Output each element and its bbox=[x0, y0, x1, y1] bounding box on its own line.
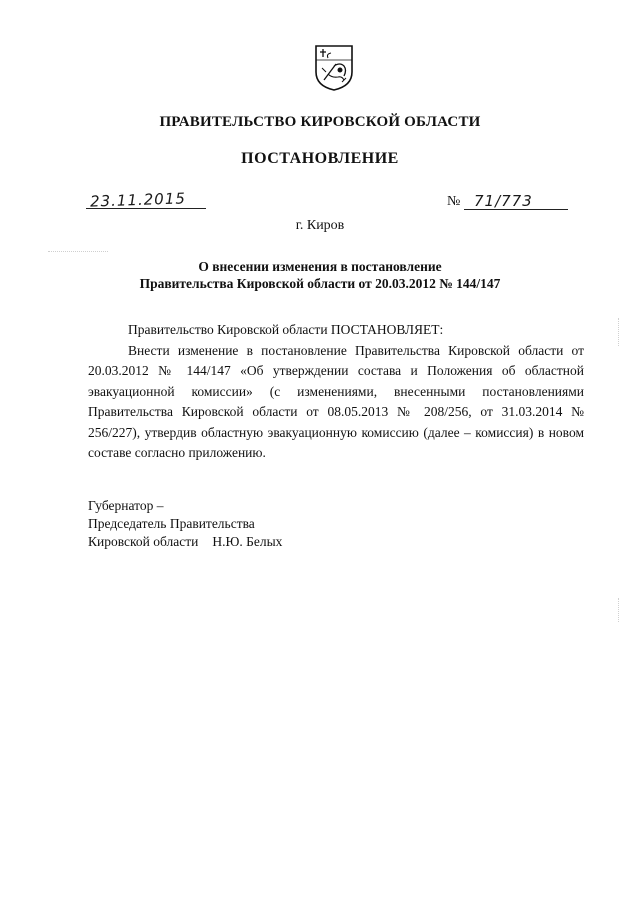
subject-line-2: Правительства Кировской области от 20.03.2012 № 144/147 bbox=[139, 276, 501, 291]
document-body bbox=[88, 320, 584, 464]
city-label: г. Киров bbox=[295, 218, 345, 233]
subject-line-1: О внесении изменения в постановление bbox=[198, 259, 442, 274]
document-number: 71/773 bbox=[474, 192, 533, 210]
signatory-name: Н.Ю. Белых bbox=[212, 534, 283, 549]
kirov-coat-of-arms-icon bbox=[314, 44, 354, 92]
signature-region: Кировской области bbox=[88, 534, 199, 549]
signature-block bbox=[88, 497, 282, 551]
government-title: ПРАВИТЕЛЬСТВО КИРОВСКОЙ ОБЛАСТИ bbox=[159, 114, 481, 130]
document-date: 23.11.2015 bbox=[89, 189, 187, 211]
signature-line-2: Председатель Правительства bbox=[88, 516, 255, 531]
body-paragraph-1: Правительство Кировской области ПОСТАНОВЛЯЕТ: bbox=[128, 322, 444, 337]
signature-line-3 bbox=[88, 533, 282, 551]
date-underline bbox=[86, 208, 206, 209]
scan-artifact bbox=[48, 250, 108, 252]
scan-edge-mark bbox=[618, 598, 620, 622]
body-paragraph-2: Внести изменение в постановление Правительства Кировской области от 20.03.2012 № 144/147 «Об утверждении состава и Положения об областной эвакуационной комиссии» (с изменениями, внесенными постановлениями Правительства Кировской области от 08.05.2013 № 208/256, от 31.03.2014 № 256/227), утвердив областную эвакуационную комиссию (далее – комиссия) в новом составе согласно приложению. bbox=[88, 342, 584, 460]
signature-line-1: Губернатор – bbox=[88, 498, 164, 513]
document-type: ПОСТАНОВЛЕНИЕ bbox=[241, 150, 399, 167]
document-subject bbox=[0, 258, 640, 292]
number-underline bbox=[464, 209, 568, 210]
scan-edge-mark bbox=[618, 318, 620, 346]
number-label: № bbox=[447, 194, 461, 209]
